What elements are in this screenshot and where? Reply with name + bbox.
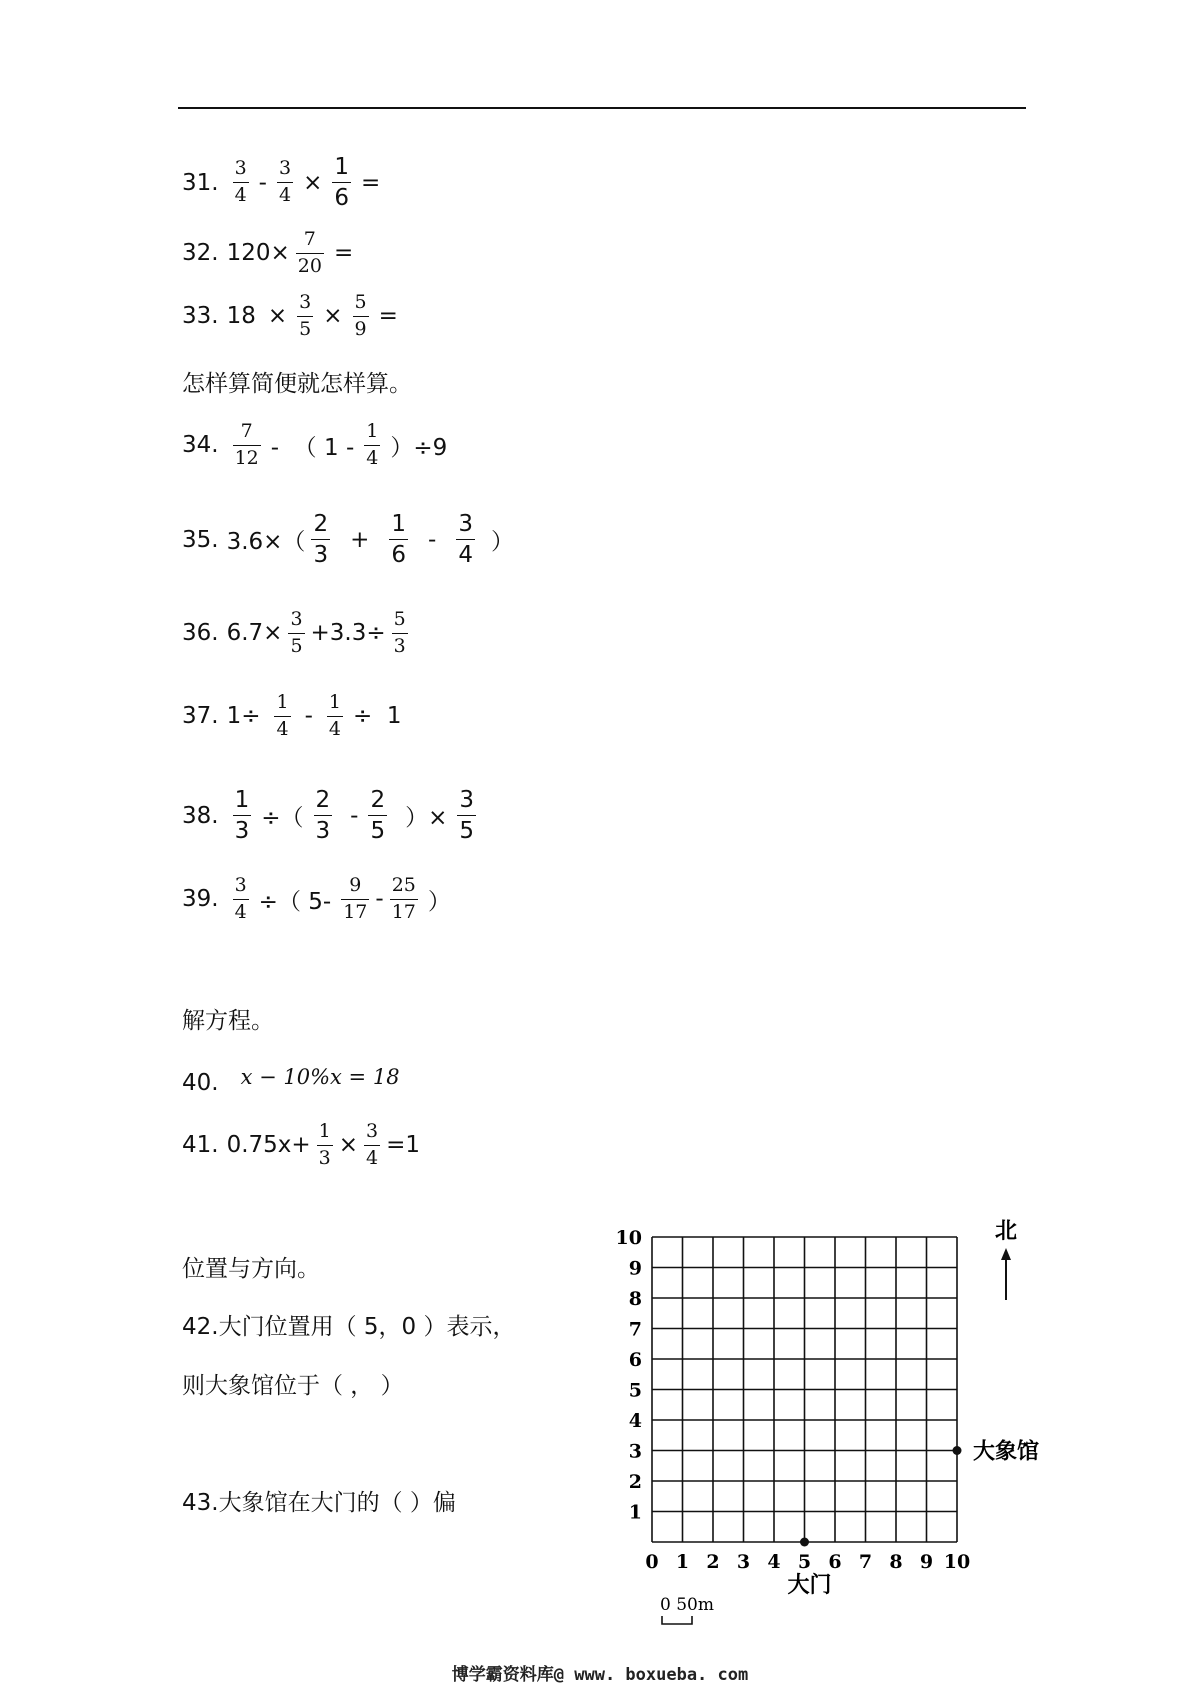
fraction: $\frac{1}{4}$ xyxy=(276,691,289,740)
point-label: 大象馆 xyxy=(973,1438,1040,1465)
point-marker xyxy=(800,1538,809,1547)
exercise-number: 35. xyxy=(182,526,219,553)
fraction: $\frac{9}{17}$ xyxy=(343,874,368,923)
y-tick-label: 6 xyxy=(628,1349,642,1371)
operator: × xyxy=(323,303,343,330)
exercise-37 xyxy=(182,693,406,740)
fraction: $\frac{3}{4}$ xyxy=(234,157,247,207)
exercise-33 xyxy=(182,293,402,340)
fraction: $\frac{3}{4}$ xyxy=(366,1120,379,1169)
exercise-number: 41. xyxy=(182,1132,219,1159)
term: ） xyxy=(427,888,451,915)
top-rule xyxy=(178,107,1026,109)
fraction: $\frac{1}{4}$ xyxy=(366,420,379,469)
operator: × xyxy=(338,1132,359,1159)
north-arrow-head-icon xyxy=(1001,1248,1011,1260)
y-tick-label: 1 xyxy=(628,1501,642,1524)
operator: × xyxy=(303,169,323,196)
exercise-39 xyxy=(182,876,455,923)
fraction: $\frac{3}{5}$ xyxy=(290,608,303,657)
fraction: $\frac{1}{3}$ xyxy=(318,1120,331,1169)
y-tick-label: 2 xyxy=(628,1471,642,1493)
x-tick-label: 10 xyxy=(943,1551,971,1573)
operator: + xyxy=(350,526,370,553)
exercise-38 xyxy=(182,788,482,843)
exercise-32 xyxy=(182,230,357,277)
x-tick-label: 1 xyxy=(675,1551,690,1573)
term: =1 xyxy=(386,1132,421,1159)
term: 120× xyxy=(226,240,290,267)
operator: × xyxy=(267,303,288,330)
term: ）÷9 xyxy=(390,434,448,461)
exercise-35 xyxy=(182,512,518,567)
exercise-40 xyxy=(182,1065,400,1096)
term: ÷（ 5- xyxy=(258,888,332,915)
fraction: $\frac{3}{4}$ xyxy=(234,874,247,923)
fraction: $\frac{5}{9}$ xyxy=(354,291,367,340)
operator: - xyxy=(350,802,359,829)
fraction: $\frac{1}{4}$ xyxy=(328,691,341,740)
north-label: 北 xyxy=(994,1218,1018,1244)
coordinate-grid xyxy=(600,1210,1070,1640)
term: ÷ 1 xyxy=(352,703,402,730)
fraction: $\frac{7}{12}$ xyxy=(234,420,259,469)
exercise-number: 36. xyxy=(182,620,219,647)
fraction: $\frac{7}{20}$ xyxy=(297,228,322,277)
heading-simplify: 怎样算简便就怎样算。 xyxy=(182,371,412,397)
scale-label: 0 50m xyxy=(660,1595,714,1615)
point-marker xyxy=(953,1446,962,1455)
exercise-42-line1: 42.大门位置用（ 5，0 ）表示， xyxy=(182,1314,516,1340)
fraction: $\frac{25}{17}$ xyxy=(391,874,416,923)
exercise-number: 40. xyxy=(182,1070,219,1096)
term: 1÷ xyxy=(226,703,261,730)
x-tick-label: 9 xyxy=(919,1551,934,1573)
fraction: $\frac{2}{3}$ xyxy=(315,787,331,845)
exercise-number: 33. xyxy=(182,303,219,330)
fraction: $\frac{2}{5}$ xyxy=(370,787,386,845)
fraction: $\frac{3}{5}$ xyxy=(299,291,312,340)
term: 18 xyxy=(226,303,256,330)
x-tick-label: 3 xyxy=(736,1551,751,1573)
fraction: $\frac{3}{4}$ xyxy=(458,511,473,569)
exercise-number: 32. xyxy=(182,240,219,267)
term: ）× xyxy=(405,805,448,832)
y-tick-label: 9 xyxy=(628,1257,642,1280)
y-tick-label: 5 xyxy=(628,1379,642,1402)
x-tick-label: 0 xyxy=(645,1551,659,1573)
exercise-number: 38. xyxy=(182,802,219,829)
footer-watermark: 博学霸资料库@ www. boxueba. com xyxy=(451,1665,749,1685)
x-tick-label: 8 xyxy=(889,1551,903,1573)
term: ） xyxy=(490,529,514,556)
exercise-36 xyxy=(182,610,414,657)
term: +3.3÷ xyxy=(310,620,386,647)
scale-bar xyxy=(662,1616,692,1624)
exercise-number: 34. xyxy=(182,432,219,459)
x-tick-label: 5 xyxy=(797,1551,812,1573)
exercise-number: 37. xyxy=(182,703,219,730)
exercise-41 xyxy=(182,1122,420,1169)
operator: - xyxy=(375,886,384,913)
y-tick-label: 4 xyxy=(628,1410,642,1432)
x-tick-label: 4 xyxy=(767,1551,781,1573)
term: - （ 1 - xyxy=(270,434,355,461)
heading-position: 位置与方向。 xyxy=(182,1256,320,1282)
equals: = xyxy=(333,240,354,267)
point-label: 大门 xyxy=(787,1572,832,1598)
fraction: $\frac{2}{3}$ xyxy=(313,511,329,569)
fraction: $\frac{1}{3}$ xyxy=(234,787,250,845)
term: 0.75x+ xyxy=(226,1132,311,1159)
operator: - xyxy=(258,169,267,196)
exercise-number: 31. xyxy=(182,169,219,196)
exercise-31 xyxy=(182,155,384,210)
equals: = xyxy=(361,169,381,196)
heading-equation: 解方程。 xyxy=(182,1008,274,1034)
y-tick-label: 10 xyxy=(615,1227,642,1249)
y-tick-label: 7 xyxy=(628,1318,642,1341)
exercise-43: 43.大象馆在大门的（ ）偏 xyxy=(182,1490,456,1516)
x-tick-label: 2 xyxy=(706,1551,720,1573)
exercise-34 xyxy=(182,422,451,469)
operator: - xyxy=(428,526,437,553)
fraction: $\frac{3}{4}$ xyxy=(278,157,292,207)
exercise-42-line2: 则大象馆位于（ ， ） xyxy=(182,1373,404,1399)
exercise-number: 39. xyxy=(182,886,219,913)
operator: - xyxy=(304,703,313,730)
fraction: $\frac{1}{6}$ xyxy=(391,511,406,569)
fraction: $\frac{1}{6}$ xyxy=(334,154,349,212)
fraction: $\frac{3}{5}$ xyxy=(459,787,475,845)
equals: = xyxy=(378,303,398,330)
x-tick-label: 6 xyxy=(828,1551,842,1573)
x-tick-label: 7 xyxy=(858,1551,873,1573)
term: ÷（ xyxy=(261,805,304,832)
fraction: $\frac{5}{3}$ xyxy=(393,608,406,657)
term: 3.6×（ xyxy=(226,529,306,556)
term: 6.7× xyxy=(226,620,283,647)
y-tick-label: 3 xyxy=(628,1440,642,1463)
y-tick-label: 8 xyxy=(628,1288,642,1310)
equation: x − 10%x = 18 xyxy=(240,1065,400,1089)
